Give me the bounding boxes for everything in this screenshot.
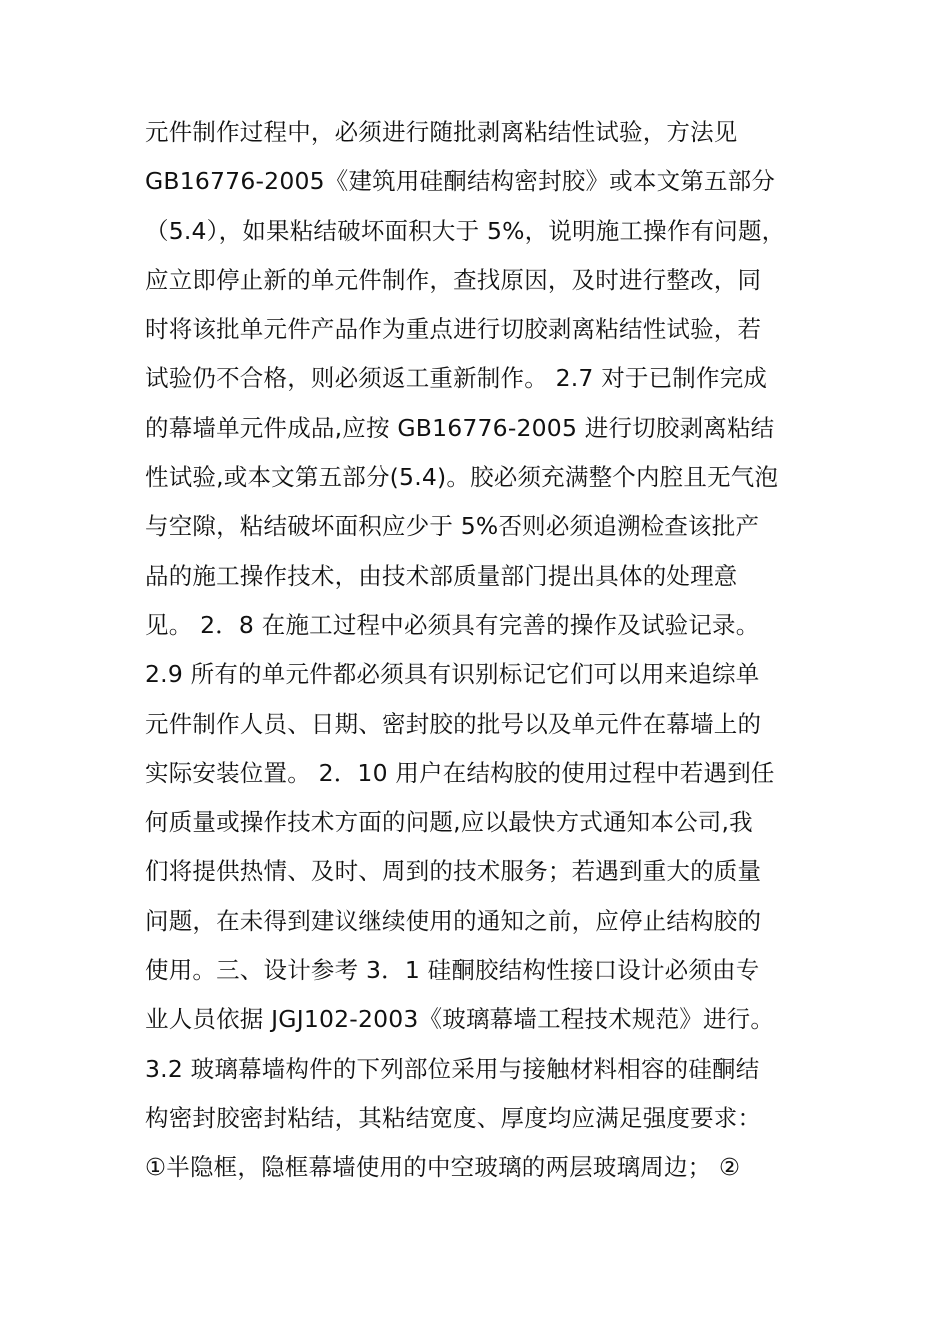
text-line: 与空隙，粘结破坏面积应少于 5%否则必须追溯检查该批产: [145, 512, 760, 541]
text-line: 元件制作过程中，必须进行随批剥离粘结性试验，方法见: [145, 118, 738, 146]
text-line: 何质量或操作技术方面的问题,应以最快方式通知本公司,我: [145, 808, 753, 837]
text-line: 应立即停止新的单元件制作，查找原因，及时进行整改，同: [145, 265, 762, 294]
text-line: 使用。三、设计参考 3．1 硅酮胶结构性接口设计必须由专: [145, 956, 760, 985]
text-line: 试验仍不合格，则必须返工重新制作。 2.7 对于已制作完成: [145, 364, 768, 393]
text-line: 的幕墙单元件成品,应按 GB16776-2005 进行切胶剥离粘结: [145, 413, 775, 442]
text-line: 构密封胶密封粘结，其粘结宽度、厚度均应满足强度要求：: [145, 1103, 762, 1132]
text-line: 时将该批单元件产品作为重点进行切胶剥离粘结性试验，若: [145, 315, 762, 344]
text-line: 实际安装位置。 2．10 用户在结构胶的使用过程中若遇到任: [145, 758, 775, 787]
text-line: 问题，在未得到建议继续使用的通知之前，应停止结构胶的: [145, 906, 762, 935]
text-line: 2.9 所有的单元件都必须具有识别标记它们可以用来追综单: [145, 660, 760, 689]
text-line: （5.4），如果粘结破坏面积大于 5%，说明施工操作有问题，: [145, 216, 786, 245]
text-line: 3.2 玻璃幕墙构件的下列部位采用与接触材料相容的硅酮结: [145, 1054, 760, 1083]
text-line: 品的施工操作技术，由技术部质量部门提出具体的处理意: [145, 561, 738, 590]
text-line: 元件制作人员、日期、密封胶的批号以及单元件在幕墙上的: [145, 709, 762, 738]
text-line: 们将提供热情、及时、周到的技术服务；若遇到重大的质量: [145, 857, 762, 886]
text-line: 性试验,或本文第五部分(5.4)。胶必须充满整个内腔且无气泡: [145, 463, 779, 492]
text-line: 业人员依据 JGJ102-2003《玻璃幕墙工程技术规范》进行。: [145, 1005, 775, 1034]
text-line: ①半隐框，隐框幕墙使用的中空玻璃的两层玻璃周边； ②: [145, 1153, 741, 1182]
text-line: 见。 2．8 在施工过程中必须具有完善的操作及试验记录。: [145, 610, 760, 639]
text-line: GB16776-2005《建筑用硅酮结构密封胶》或本文第五部分: [145, 167, 776, 196]
body-text: [145, 108, 825, 1193]
